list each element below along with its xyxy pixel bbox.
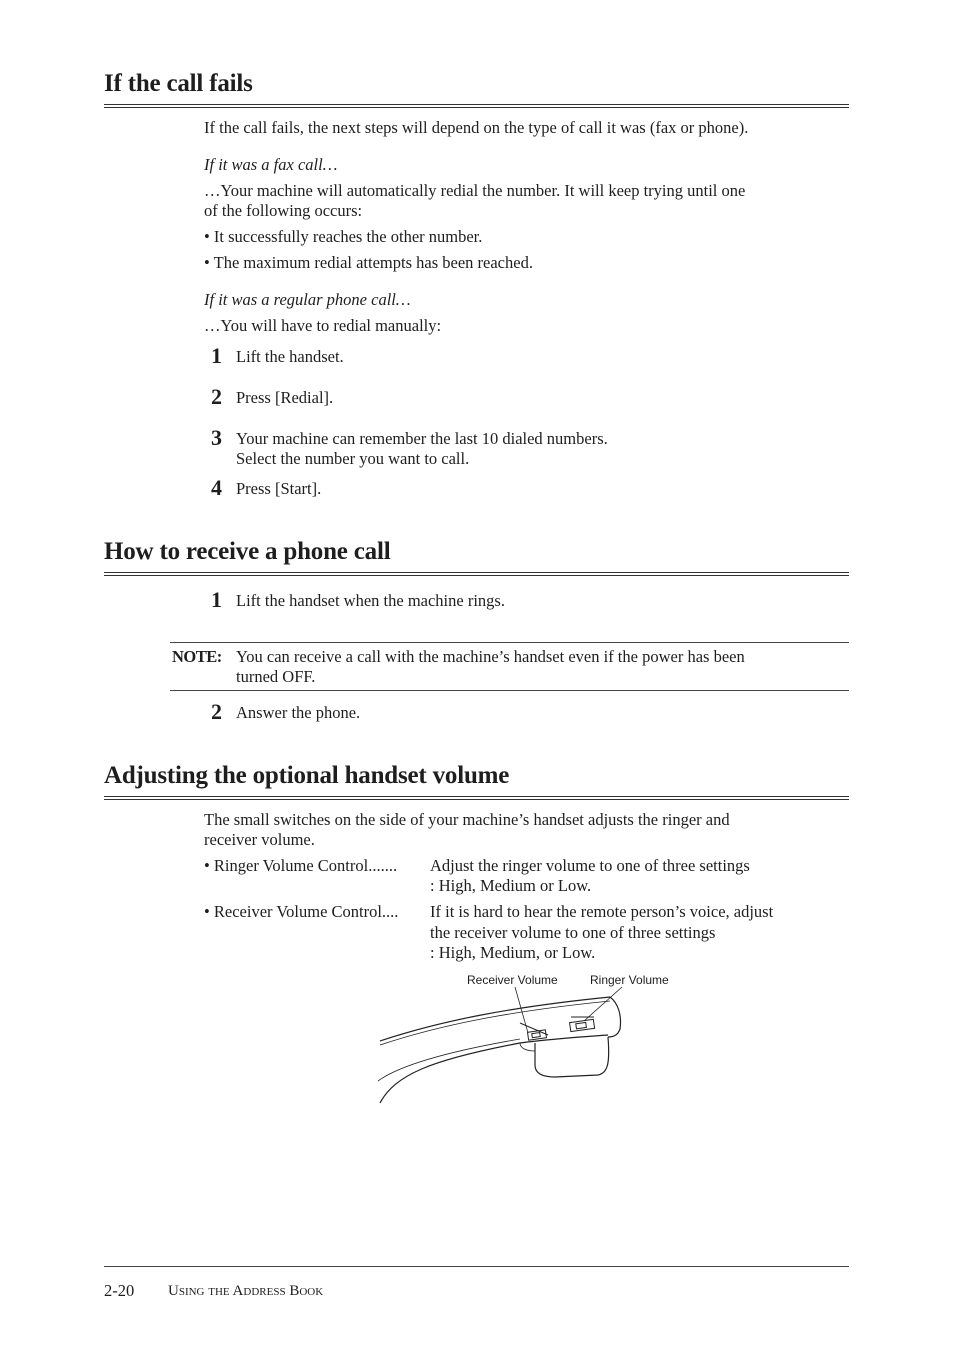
ringer-volume-label: Ringer Volume <box>590 973 669 987</box>
note-bottom-rule <box>170 690 849 691</box>
page-number: 2-20 <box>104 1281 135 1300</box>
bullet-text: It successfully reaches the other number. <box>213 227 483 246</box>
phone-call-text: …You will have to redial manually: <box>204 316 442 335</box>
step-text: Answer the phone. <box>236 703 361 722</box>
receiver-volume-switch <box>520 1023 548 1040</box>
bullet-text: The maximum redial attempts has been reached. <box>213 253 533 272</box>
section-heading-handset-volume: Adjusting the optional handset volume <box>104 762 510 789</box>
ringer-control-term: • Ringer Volume Control....... <box>204 856 398 875</box>
fax-call-text-line2: of the following occurs: <box>204 201 363 220</box>
fax-call-label: If it was a fax call… <box>204 155 338 174</box>
step-text: Press [Start]. <box>236 479 322 498</box>
heading-rule <box>104 572 849 576</box>
section-heading-receive-call: How to receive a phone call <box>104 538 391 565</box>
step-text: Press [Redial]. <box>236 388 334 407</box>
step-text: Lift the handset. <box>236 347 344 366</box>
note-top-rule <box>170 642 849 643</box>
receiver-volume-label: Receiver Volume <box>467 973 558 987</box>
ringer-control-desc-line2: : High, Medium or Low. <box>430 876 592 895</box>
intro-text: If the call fails, the next steps will depend on the type of call it was (fax or phone). <box>204 118 749 137</box>
receiver-control-desc-line1: If it is hard to hear the remote person’s voice, adjust <box>430 902 774 921</box>
receiver-control-desc-line2: the receiver volume to one of three settings <box>430 923 716 942</box>
receiver-control-term: • Receiver Volume Control.... <box>204 902 399 921</box>
heading-rule <box>104 104 849 108</box>
fax-call-text-line1: …Your machine will automatically redial the number. It will keep trying until one <box>204 181 746 200</box>
handset-illustration <box>370 985 640 1110</box>
note-text-line2: turned OFF. <box>236 667 316 686</box>
note-text-line1: You can receive a call with the machine’s handset even if the power has been <box>236 647 745 666</box>
step-number: 2 <box>211 699 222 724</box>
step-text: Your machine can remember the last 10 dialed numbers. <box>236 429 608 448</box>
step-number: 1 <box>211 343 222 368</box>
section-heading-call-fails: If the call fails <box>104 70 253 97</box>
step-number: 2 <box>211 384 222 409</box>
footer-rule <box>104 1266 849 1267</box>
ringer-volume-switch <box>570 1017 595 1032</box>
step-number: 1 <box>211 587 222 612</box>
step-number: 3 <box>211 425 222 450</box>
phone-call-label: If it was a regular phone call… <box>204 290 411 309</box>
volume-intro-line1: The small switches on the side of your machine’s handset adjusts the ringer and <box>204 810 730 829</box>
chapter-title: Using the Address Book <box>168 1283 324 1299</box>
receiver-control-desc-line3: : High, Medium, or Low. <box>430 943 596 962</box>
ringer-control-desc-line1: Adjust the ringer volume to one of three settings <box>430 856 750 875</box>
volume-intro-line2: receiver volume. <box>204 830 315 849</box>
step-text: Lift the handset when the machine rings. <box>236 591 505 610</box>
note-label: NOTE: <box>172 647 222 666</box>
bullet-item: • It successfully reaches the other number. <box>204 227 483 246</box>
step-number: 4 <box>211 475 222 500</box>
bullet-item: • The maximum redial attempts has been reached. <box>204 253 533 272</box>
step-text-continued: Select the number you want to call. <box>236 449 470 468</box>
heading-rule <box>104 796 849 800</box>
